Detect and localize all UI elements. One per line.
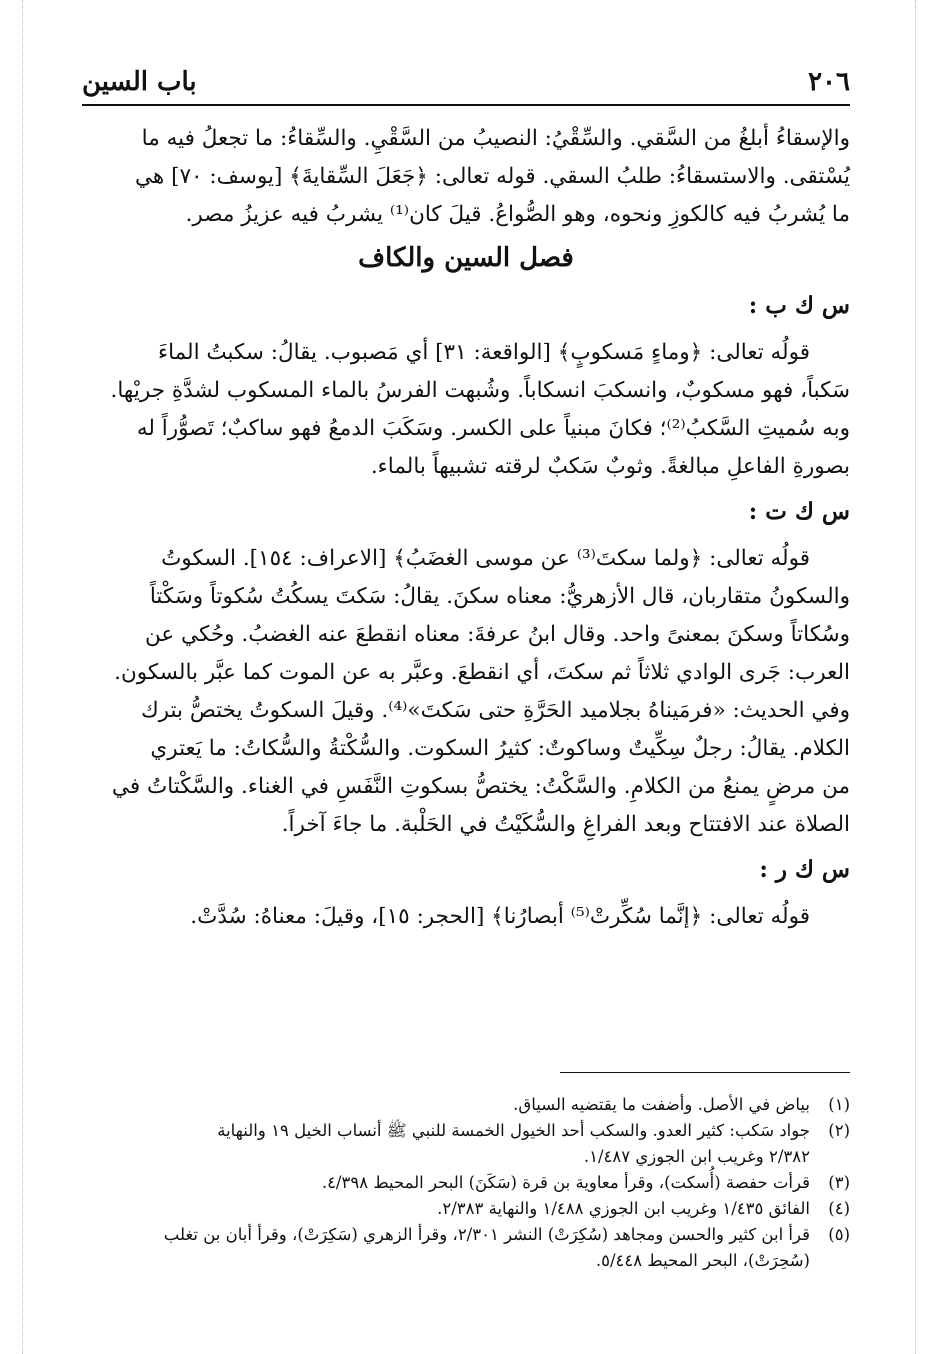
entry-line: سَكباً، فهو مسكوبٌ، وانسكبَ انسكاباً. وشُبهت الفرسُ بالماء المسكوب لشدَّةِ جريْها. <box>110 378 850 403</box>
footnote-text <box>82 1170 810 1196</box>
root-heading-skr: س ك ر : <box>759 856 850 883</box>
chapter-title: باب السين <box>82 67 197 97</box>
entry-line: بصورةِ الفاعلِ مبالغةً. وثوبٌ سَكبٌ لرقته تشبيهاً بالماء. <box>370 454 850 479</box>
scan-guide-line-left <box>22 0 23 1354</box>
entry-line: وبه سُميتِ السَّكبُ⁽²⁾؛ فكانَ مبنياً على الكسر. وسَكَبَ الدمعُ فهو ساكبٌ؛ تَصوُّراً له <box>136 416 850 441</box>
footnote-line: ٢/٣٨٢ وغريب ابن الجوزي ١/٤٨٧. <box>583 1147 810 1166</box>
footnote-number: (١) <box>828 1095 850 1114</box>
footnote-line: قرأ ابن كثير والحسن ومجاهد (سُكِرَتْ) النشر ٢/٣٠١، وقرأ الزهري (سَكِرَتْ)، وقرأ أبان بن تغلب <box>163 1225 810 1244</box>
main-text <box>82 120 850 936</box>
footnote-line: الفائق ١/٤٣٥ وغريب ابن الجوزي ١/٤٨٨ والنهاية ٢/٣٨٣. <box>437 1199 810 1218</box>
intro-line: والإسقاءُ أبلغُ من السَّقي. والسِّقْيُ: النصيبُ من السَّقْيِ. والسِّقاءُ: ما تجعلُ فيه ما <box>141 126 850 151</box>
footnote-line: بياض في الأصل. وأضفت ما يقتضيه السياق. <box>513 1095 810 1114</box>
footnote-item <box>82 1222 850 1274</box>
entry-line: الكلام. يقالُ: رجلٌ سِكِّيتٌ وساكوتٌ: كثيرُ السكوت. والسُّكْتةُ والسُّكاتُ: ما يَعتري <box>150 736 850 761</box>
entry-line: الصلاة عند الافتتاح وبعد الفراغِ والسُّكَيْتُ في الحَلْبة. ما جاءَ آخراً. <box>281 812 850 837</box>
footnote-item <box>82 1196 850 1222</box>
entry-line: قولُه تعالى: ﴿إنَّما سُكِّرتْ⁽⁵⁾ أبصارُنا﴾ [الحجر: ١٥]، وقيلَ: معناهُ: سُدَّتْ. <box>190 904 810 929</box>
footnote-text <box>82 1196 810 1222</box>
footnote-text <box>82 1222 810 1274</box>
entry-line: العرب: جَرى الوادي ثلاثاً ثم سكتَ، أي انقطعَ. وعبَّر به عن الموت كما عبَّر بالسكون. <box>114 660 850 685</box>
page-header <box>82 64 850 100</box>
scan-guide-line-right <box>915 0 916 1354</box>
entry-line: قولُه تعالى: ﴿وماءٍ مَسكوبٍ﴾ [الواقعة: ٣١] أي مَصبوب. يقالُ: سكبتُ الماءَ <box>157 340 810 365</box>
footnote-item <box>82 1170 850 1196</box>
footnote-divider <box>560 1072 850 1073</box>
footnote-number: (٥) <box>828 1225 850 1244</box>
root-heading-skt: س ك ت : <box>748 498 850 525</box>
footnote-line: (سُحِرَتْ)، البحر المحيط ٥/٤٤٨. <box>595 1251 810 1270</box>
entry-line: والسكونُ متقاربان، قال الأزهريُّ: معناه سكنَ. يقالُ: سَكتَ يسكُتُ سُكوتاً وسَكْتاً <box>149 584 850 609</box>
footnote-line: قرأت حفصة (أُسكت)، وقرأ معاوية بن قرة (سَكَنَ) البحر المحيط ٤/٣٩٨. <box>321 1173 810 1192</box>
footnote-number: (٣) <box>828 1173 850 1192</box>
footnote-item <box>82 1118 850 1170</box>
footnote-number: (٤) <box>828 1199 850 1218</box>
footnote-item <box>82 1092 850 1118</box>
page-number: ٢٠٦ <box>808 67 850 97</box>
footnotes <box>82 1092 850 1274</box>
entry-line: وسُكاتاً وسكنَ بمعنىً واحد. وقال ابنُ عرفةَ: معناه انقطعَ عنه الغضبُ. وحُكي عن <box>145 622 850 647</box>
entry-line: وفي الحديث: «فرمَيناهُ بجلاميد الحَرَّةِ حتى سَكتَ»⁽⁴⁾. وقيلَ السكوتُ يختصُّ بترك <box>140 698 850 723</box>
footnote-line: جواد سَكب: كثير العدو. والسكب أحد الخيول الخمسة للنبي ﷺ أنساب الخيل ١٩ والنهاية <box>217 1121 810 1140</box>
intro-line: يُسْتقى. والاستسقاءُ: طلبُ السقي. قوله تعالى: ﴿جَعَلَ السِّقايةَ﴾ [يوسف: ٧٠] هي <box>135 164 850 189</box>
entry-line: من مرضٍ يمنعُ من الكلامِ. والسَّكْتُ: يختصُّ بسكوتِ النَّفَسِ في الغناء. والسَّكْتاتُ في <box>111 774 850 799</box>
footnote-text <box>82 1118 810 1170</box>
section-title: فصل السين والكاف <box>358 243 574 273</box>
entry-line: قولُه تعالى: ﴿ولما سكتَ⁽³⁾ عن موسى الغضَبُ﴾ [الاعراف: ١٥٤]. السكوتُ <box>161 546 810 571</box>
footnote-text <box>82 1092 810 1118</box>
footnote-number: (٢) <box>828 1121 850 1140</box>
intro-line: ما يُشربُ فيه كالكوزِ ونحوه، وهو الصُّواعُ. قيلَ كان⁽¹⁾ يشربُ فيه عزيزُ مصر. <box>185 202 850 227</box>
root-heading-skb: س ك ب : <box>748 292 850 319</box>
header-divider <box>82 104 850 106</box>
